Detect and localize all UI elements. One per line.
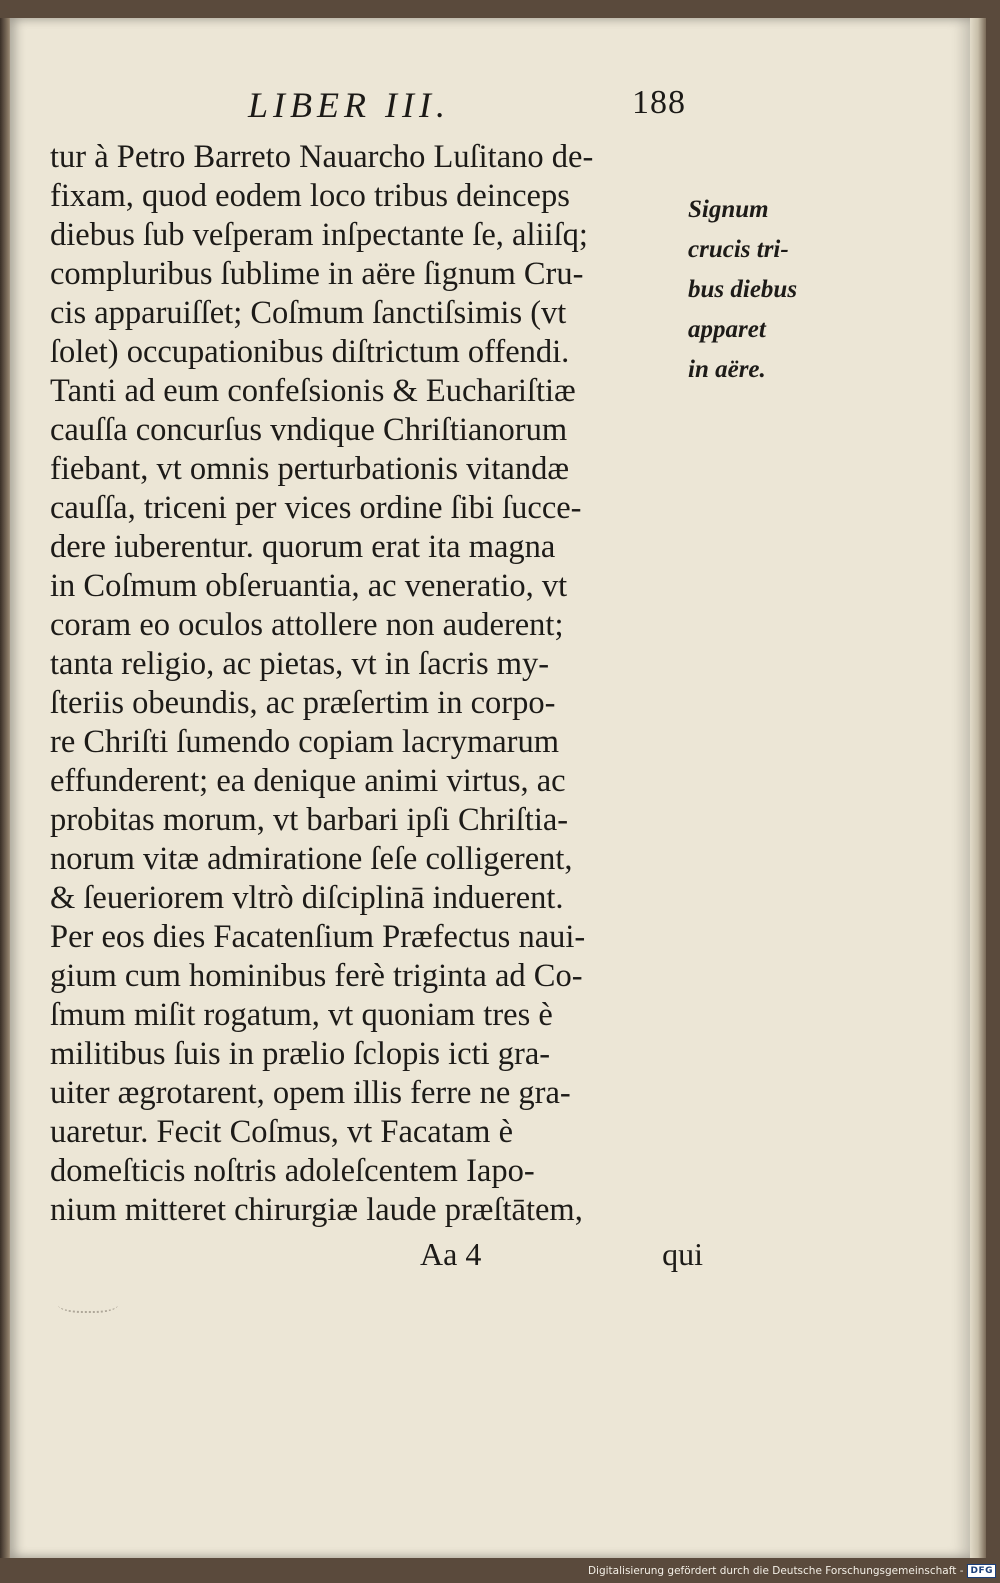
- text-line: tanta religio, ac pietas, vt in ſacris my-: [50, 646, 550, 682]
- text-line: coram eo oculos attollere non auderent;: [50, 607, 564, 643]
- page-number: 188: [632, 84, 686, 121]
- text-line: ſteriis obeundis, ac præſertim in corpo-: [50, 685, 556, 721]
- text-line: cauſſa concurſus vndique Chriſtianorum: [50, 412, 568, 448]
- marginal-note-line: crucis tri-: [688, 236, 789, 263]
- text-line: cauſſa, triceni per vices ordine ſibi ſucce-: [50, 490, 582, 526]
- text-line: domeſticis noſtris adoleſcentem Iapo-: [50, 1153, 535, 1189]
- text-line: gium cum hominibus ferè triginta ad Co-: [50, 958, 583, 994]
- text-line: uiter ægrotarent, opem illis ferre ne gra-: [50, 1075, 571, 1111]
- credit-text: Digitalisierung gefördert durch die Deutsche Forschungsgemeinschaft -: [587, 1565, 964, 1577]
- text-line: fiebant, vt omnis perturbationis vitandæ: [50, 451, 570, 487]
- running-head-title: LIBER III.: [248, 85, 450, 125]
- text-line: Per eos dies Facatenſium Præfectus naui-: [50, 919, 586, 955]
- catchword: qui: [662, 1236, 703, 1272]
- dfg-logo: DFG: [967, 1564, 996, 1578]
- text-line: nium mitteret chirurgiæ laude præſtātem,: [50, 1192, 583, 1228]
- ink-smudge: [58, 1293, 118, 1313]
- marginal-note-line: in aëre.: [688, 356, 766, 383]
- text-line: dere iuberentur. quorum erat ita magna: [50, 529, 556, 565]
- text-line: tur à Petro Barreto Nauarcho Luſitano de-: [50, 139, 594, 175]
- text-line: cis apparuiſſet; Coſmum ſanctiſsimis (vt: [50, 295, 567, 331]
- marginal-note-line: Signum: [688, 196, 769, 223]
- text-line: effunderent; ea denique animi virtus, ac: [50, 763, 566, 799]
- text-line: norum vitæ admiratione ſeſe colligerent,: [50, 841, 573, 877]
- text-line: compluribus ſublime in aëre ſignum Cru-: [50, 256, 584, 292]
- running-head: [248, 84, 698, 130]
- text-line: militibus ſuis in prælio ſclopis icti gra-: [50, 1036, 551, 1072]
- signature-mark: Aa 4: [420, 1236, 482, 1272]
- text-line: & ſeueriorem vltrò diſciplinā induerent.: [50, 880, 564, 916]
- text-line: uaretur. Fecit Coſmus, vt Facatam è: [50, 1114, 514, 1150]
- marginal-note-line: bus diebus: [688, 276, 798, 303]
- page-edge: [970, 18, 986, 1558]
- text-line: ſolet) occupationibus diſtrictum offendi.: [50, 334, 570, 370]
- text-line: re Chriſti ſumendo copiam lacrymarum: [50, 724, 560, 760]
- text-line: probitas morum, vt barbari ipſi Chriſtia-: [50, 802, 569, 838]
- text-line: diebus ſub veſperam inſpectante ſe, aliiſq;: [50, 217, 588, 253]
- text-line: fixam, quod eodem loco tribus deinceps: [50, 178, 570, 214]
- signature-line: [410, 1236, 705, 1276]
- marginal-note-line: apparet: [688, 316, 766, 343]
- text-line: ſmum miſit rogatum, vt quoniam tres è: [50, 997, 553, 1033]
- text-line: Tanti ad eum confeſsionis & Euchariſtiæ: [50, 373, 576, 409]
- text-line: in Coſmum obſeruantia, ac veneratio, vt: [50, 568, 568, 604]
- digitization-credit: [588, 1561, 996, 1581]
- body-text: [50, 138, 700, 1230]
- marginal-note: [688, 190, 833, 390]
